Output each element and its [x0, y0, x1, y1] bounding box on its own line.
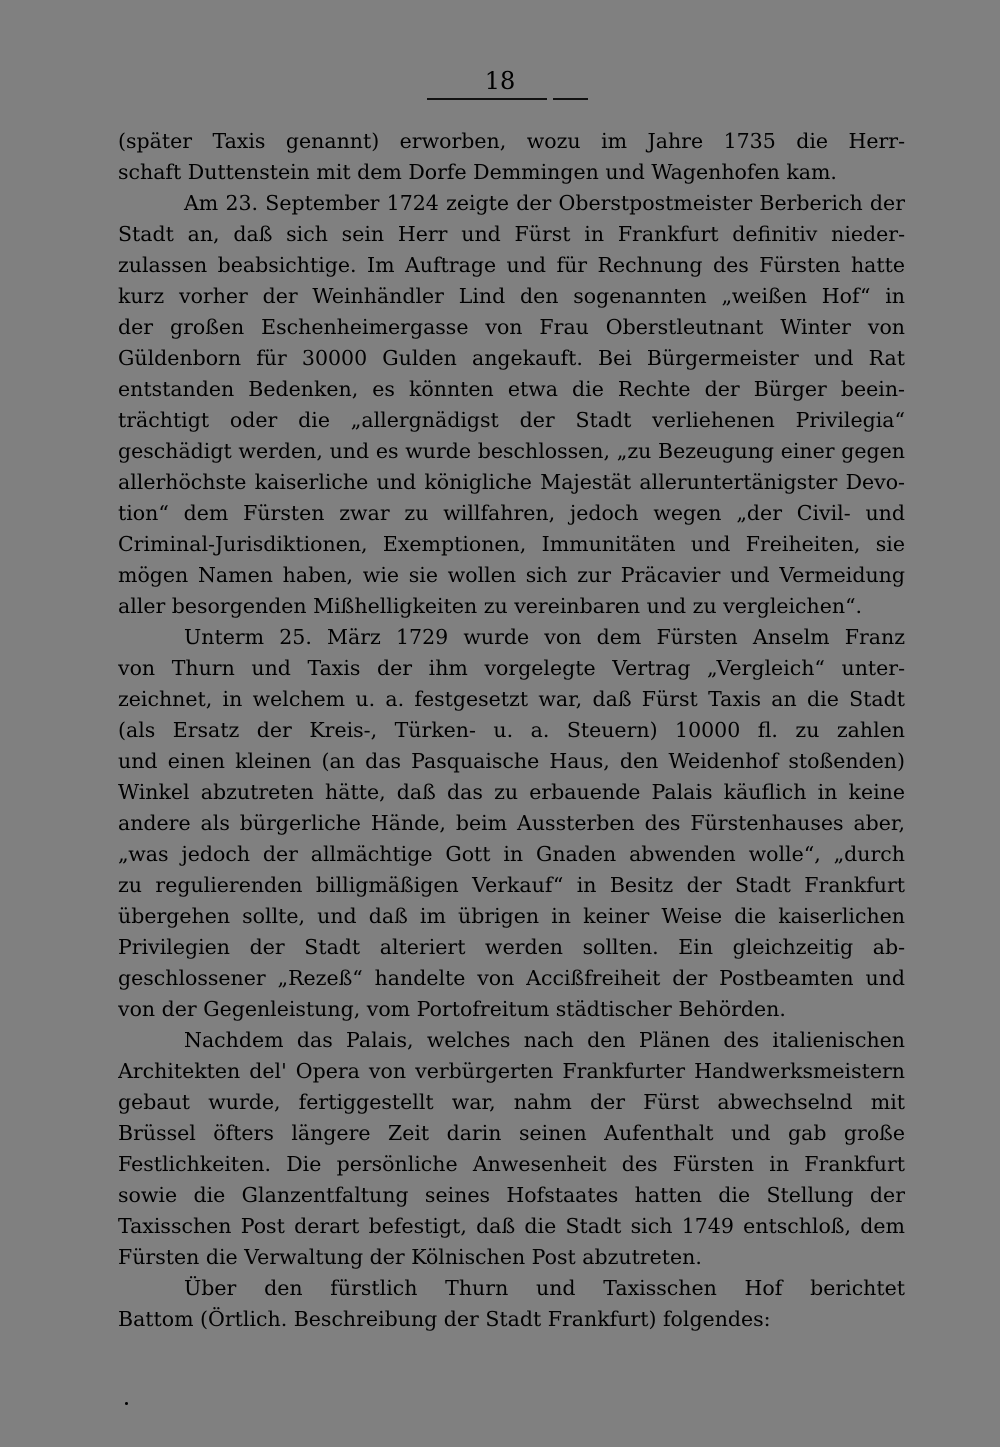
text-line: Brüssel öfters längere Zeit darin seinen Aufenthalt und gab große	[118, 1121, 905, 1145]
text-line: allerhöchste kaiserliche und königliche Majestät alleruntertänigster Devo-	[118, 470, 905, 494]
text-line: kurz vorher der Weinhändler Lind den sogenannten „weißen Hof“ in	[118, 284, 905, 308]
text-line: (später Taxis genannt) erworben, wozu im Jahre 1735 die Herr-	[118, 129, 905, 153]
text-line: tion“ dem Fürsten zwar zu willfahren, jedoch wegen „der Civil- und	[118, 501, 905, 525]
text-line: geschädigt werden, und es wurde beschlossen, „zu Bezeugung einer gegen	[118, 439, 905, 463]
text-line: geschlossener „Rezeß“ handelte von Accißfreiheit der Postbeamten und	[118, 966, 905, 990]
body-text	[118, 126, 905, 1335]
text-line: Festlichkeiten. Die persönliche Anwesenheit des Fürsten in Frankfurt	[118, 1152, 905, 1176]
text-line: Criminal-Jurisdiktionen, Exemptionen, Immunitäten und Freiheiten, sie	[118, 532, 905, 556]
header-rule-right	[553, 98, 588, 100]
text-line: gebaut wurde, fertiggestellt war, nahm der Fürst abwechselnd mit	[118, 1090, 905, 1114]
text-line: „was jedoch der allmächtige Gott in Gnaden abwenden wolle“, „durch	[118, 842, 905, 866]
text-line: Stadt an, daß sich sein Herr und Fürst in Frankfurt definitiv nieder-	[118, 222, 905, 246]
text-line: Taxisschen Post derart befestigt, daß die Stadt sich 1749 entschloß, dem	[118, 1214, 905, 1238]
text-line: entstanden Bedenken, es könnten etwa die Rechte der Bürger beein-	[118, 377, 905, 401]
text-line: zeichnet, in welchem u. a. festgesetzt war, daß Fürst Taxis an die Stadt	[118, 687, 905, 711]
text-line: zulassen beabsichtige. Im Auftrage und für Rechnung des Fürsten hatte	[118, 253, 905, 277]
text-line: von Thurn und Taxis der ihm vorgelegte Vertrag „Vergleich“ unter-	[118, 656, 905, 680]
page-speck	[125, 1402, 128, 1405]
text-line: sowie die Glanzentfaltung seines Hofstaates hatten die Stellung der	[118, 1183, 905, 1207]
text-line: zu regulierenden billigmäßigen Verkauf“ in Besitz der Stadt Frankfurt	[118, 873, 905, 897]
header-rule-left	[427, 98, 547, 100]
text-line: Am 23. September 1724 zeigte der Oberstpostmeister Berberich der	[184, 191, 905, 215]
text-line: übergehen sollte, und daß im übrigen in keiner Weise die kaiserlichen	[118, 904, 905, 928]
text-line: Über den fürstlich Thurn und Taxisschen Hof berichtet	[184, 1276, 905, 1300]
text-line: Unterm 25. März 1729 wurde von dem Fürsten Anselm Franz	[184, 625, 905, 649]
text-line: Nachdem das Palais, welches nach den Plänen des italienischen	[184, 1028, 905, 1052]
text-line: andere als bürgerliche Hände, beim Aussterben des Fürstenhauses aber,	[118, 811, 905, 835]
text-line: und einen kleinen (an das Pasquaische Haus, den Weidenhof stoßenden)	[118, 749, 905, 773]
text-line: Privilegien der Stadt alteriert werden sollten. Ein gleichzeitig ab-	[118, 935, 905, 959]
text-line: Fürsten die Verwaltung der Kölnischen Post abzutreten.	[118, 1245, 702, 1269]
text-line: schaft Duttenstein mit dem Dorfe Demmingen und Wagenhofen kam.	[118, 160, 837, 184]
text-line: Architekten del' Opera von verbürgerten Frankfurter Handwerksmeistern	[118, 1059, 905, 1083]
text-line: der großen Eschenheimergasse von Frau Oberstleutnant Winter von	[118, 315, 905, 339]
text-line: von der Gegenleistung, vom Portofreitum städtischer Behörden.	[118, 997, 786, 1021]
text-line: Battom (Örtlich. Beschreibung der Stadt Frankfurt) folgendes:	[118, 1307, 771, 1331]
text-line: (als Ersatz der Kreis-, Türken- u. a. Steuern) 10000 fl. zu zahlen	[118, 718, 905, 742]
text-line: Winkel abzutreten hätte, daß das zu erbauende Palais käuflich in keine	[118, 780, 905, 804]
text-line: trächtigt oder die „allergnädigst der Stadt verliehenen Privilegia“	[118, 408, 905, 432]
text-line: aller besorgenden Mißhelligkeiten zu vereinbaren und zu vergleichen“.	[118, 594, 863, 618]
text-line: Güldenborn für 30000 Gulden angekauft. Bei Bürgermeister und Rat	[118, 346, 905, 370]
page-number: 18	[484, 67, 516, 95]
text-line: mögen Namen haben, wie sie wollen sich zur Präcavier und Vermeidung	[118, 563, 905, 587]
